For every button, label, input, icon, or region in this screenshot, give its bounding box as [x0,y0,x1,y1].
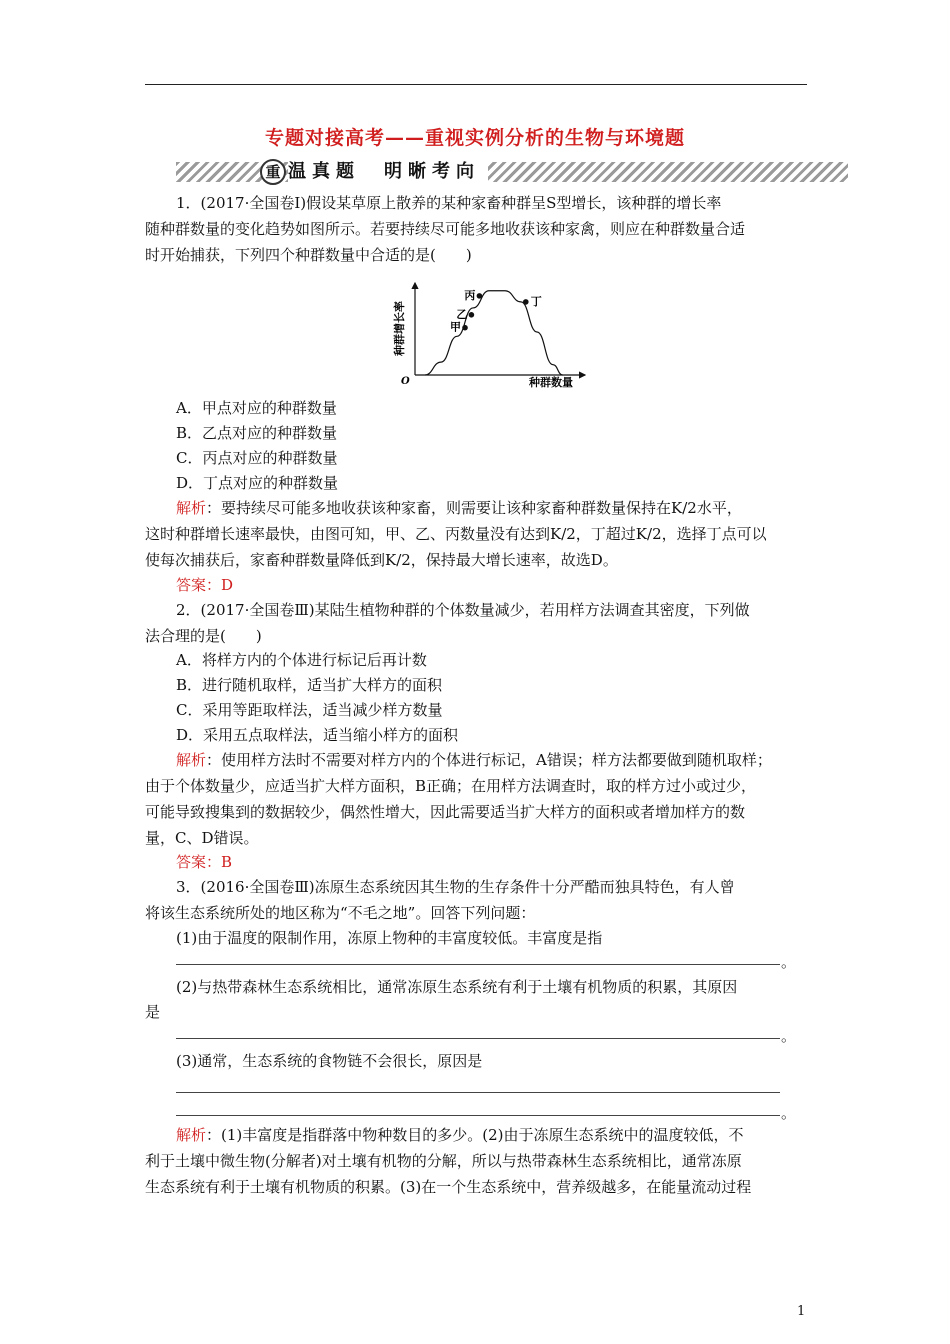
point-label-3: 丙 [464,288,476,302]
answer-blank-3b[interactable] [176,1115,780,1116]
page-title: 专题对接高考——重视实例分析的生物与环境题 [264,127,685,149]
q3-analysis-label: 解析 [176,1126,207,1144]
q2-analysis-line-1: 解析：使用样方法时不需要对样方内的个体进行标记，A错误；样方法都要做到随机取样； [176,751,772,769]
answer-blank-3a[interactable] [176,1092,780,1093]
q1-analysis-line-3: 使每次捕获后，家畜种群数量降低到K/2，保持最大增长速率，故选D。 [145,551,618,569]
q2-line-1: 2．(2017·全国卷Ⅲ)某陆生植物种群的个体数量减少，若用样方法调查其密度，下列做 [176,601,750,619]
q2-analysis-line-4: 量，C、D错误。 [145,829,259,847]
point-4 [523,299,529,305]
q3-line-2: 将该生态系统所处的地区称为“不毛之地”。回答下列问题： [145,904,536,922]
point-2 [469,312,475,318]
origin-label: O [401,376,410,387]
q1-chart [385,278,595,393]
answer-blank-2[interactable] [176,1038,780,1039]
q1-analysis-line-2: 这时种群增长速率最快，由图可知，甲、乙、丙数量没有达到K/2，丁超过K/2，选择丁点可以 [145,525,767,543]
section-title: 温真题 明晰考向 [288,160,488,184]
q1-line-1: 1．(2017·全国卷Ⅰ)假设某草原上散养的某种家畜种群呈S型增长，该种群的增长率 [176,194,722,212]
growth-curve [425,291,563,375]
answer-blank-1[interactable] [176,964,780,965]
q3-sub1: (1)由于温度的限制作用，冻原上物种的丰富度较低。丰富度是指 [176,929,603,947]
q3-analysis-line-1: 解析：(1)丰富度是指群落中物种数目的多少。(2)由于冻原生态系统中的温度较低，不 [176,1126,744,1144]
q3-sub2-line-2: 是 [145,1003,161,1021]
q2-option-c: C．采用等距取样法，适当减少样方数量 [176,701,443,719]
q2-analysis-line-2: 由于个体数量少，应适当扩大样方面积，B正确；在用样方法调查时，取的样方过小或过少， [145,777,757,795]
q1-line-3: 时开始捕获，下列四个种群数量中合适的是( ) [145,246,472,264]
blank-1-period: 。 [781,953,797,971]
q3-analysis-line-3: 生态系统有利于土壤有机物质的积累。(3)在一个生态系统中，营养级越多，在能量流动过程 [145,1178,752,1196]
q3-analysis-line-2: 利于土壤中微生物(分解者)对土壤有机物的分解，所以与热带森林生态系统相比，通常冻原 [145,1152,742,1170]
point-3 [477,293,483,299]
q3-sub2-line-1: (2)与热带森林生态系统相比，通常冻原生态系统有利于土壤有机物质的积累，其原因 [176,978,738,996]
q3-line-1: 3．(2016·全国卷Ⅲ)冻原生态系统因其生物的生存条件十分严酷而独具特色，有人曾 [176,878,735,896]
q2-analysis-line-3: 可能导致搜集到的数据较少，偶然性增大，因此需要适当扩大样方的面积或者增加样方的数 [145,803,746,821]
point-label-1: 甲 [450,320,461,334]
q1-option-b: B．乙点对应的种群数量 [176,424,338,442]
q1-analysis-label: 解析 [176,499,207,517]
q1-option-c: C．丙点对应的种群数量 [176,449,338,467]
q3-sub3: (3)通常，生态系统的食物链不会很长，原因是 [176,1052,483,1070]
blank-2-period: 。 [781,1027,797,1045]
q2-analysis-label: 解析 [176,751,207,769]
q1-analysis-line-1: 解析：要持续尽可能多地收获该种家畜，则需要让该种家畜种群数量保持在K/2水平， [176,499,742,517]
page-number: 1 [797,1304,806,1319]
q2-option-d: D．采用五点取样法，适当缩小样方的面积 [176,726,459,744]
q2-option-b: B．进行随机取样，适当扩大样方的面积 [176,676,443,694]
q2-answer: 答案：B [176,853,233,871]
header-rule [145,84,807,85]
q1-option-a: A．甲点对应的种群数量 [176,399,337,417]
point-label-4: 丁 [530,294,542,308]
q2-line-2: 法合理的是( ) [145,627,262,645]
x-axis-label: 种群数量 [529,376,573,389]
q2-option-a: A．将样方内的个体进行标记后再计数 [176,651,427,669]
blank-3-period: 。 [781,1104,797,1122]
q1-line-2: 随种群数量的变化趋势如图所示。若要持续尽可能多地收获该种家禽，则应在种群数量合适 [145,220,746,238]
point-label-2: 乙 [456,307,468,321]
q1-option-d: D．丁点对应的种群数量 [176,474,339,492]
section-banner [176,158,848,186]
y-axis-label: 种群增长率 [393,301,406,356]
q1-answer: 答案：D [176,576,234,594]
point-1 [462,325,468,331]
section-badge: 重 [260,159,286,185]
